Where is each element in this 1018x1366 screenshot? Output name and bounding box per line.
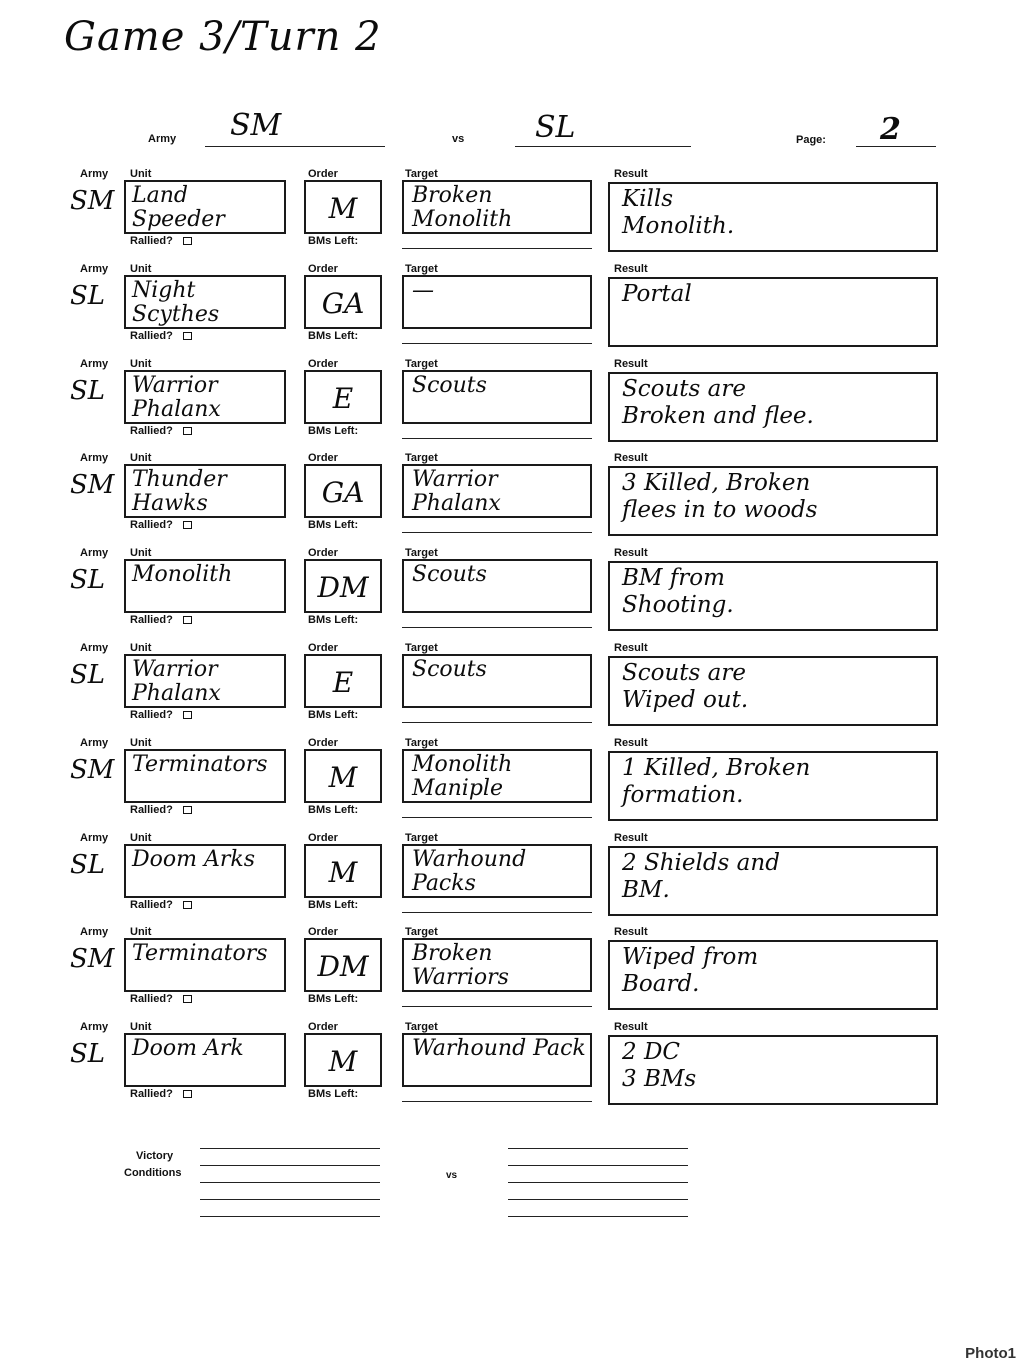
- target-label: Target: [405, 831, 438, 844]
- unit-box[interactable]: [124, 464, 286, 518]
- order-value: M: [328, 1045, 358, 1079]
- army-value[interactable]: SM: [70, 470, 115, 501]
- army-value[interactable]: SM: [70, 186, 115, 216]
- target-underline: [402, 722, 592, 723]
- result-line: Broken and flee.: [622, 402, 814, 429]
- victory-line-left-2[interactable]: [200, 1165, 380, 1166]
- result-line: Scouts are: [622, 660, 746, 686]
- army-label: Army: [80, 262, 109, 275]
- target-underline: [402, 343, 592, 344]
- unit-box[interactable]: [124, 938, 286, 992]
- target-label: Target: [405, 642, 438, 654]
- result-label: Result: [614, 168, 648, 180]
- header-vs-value[interactable]: SL: [535, 110, 576, 145]
- rallied-text: Rallied?: [130, 898, 173, 911]
- order-label: Order: [308, 1021, 338, 1034]
- rallied-label: [130, 614, 192, 626]
- rallied-checkbox[interactable]: [183, 901, 192, 909]
- target-underline: [402, 532, 592, 533]
- result-line: formation.: [622, 781, 744, 808]
- unit-label: Unit: [130, 547, 152, 560]
- rallied-label: [130, 993, 192, 1005]
- result-box[interactable]: [608, 372, 938, 442]
- target-label: Target: [405, 1021, 438, 1034]
- header-army-underline: [205, 146, 385, 147]
- result-line: 2 DC: [622, 1039, 680, 1066]
- result-label: Result: [614, 357, 648, 370]
- result-box[interactable]: [608, 466, 938, 536]
- result-label: Result: [614, 736, 648, 749]
- target-label: Target: [405, 452, 438, 465]
- target-box[interactable]: [402, 275, 592, 329]
- order-label: Order: [308, 926, 338, 939]
- unit-value: Terminators: [132, 941, 268, 967]
- target-value: Scouts: [412, 372, 487, 398]
- target-box[interactable]: [402, 464, 592, 518]
- order-row: [0, 263, 1018, 358]
- rallied-checkbox[interactable]: [183, 806, 192, 814]
- result-line: BM from: [622, 565, 725, 592]
- order-box[interactable]: [304, 844, 382, 898]
- unit-value: Thunder Hawks: [132, 467, 227, 517]
- rallied-text: Rallied?: [130, 1088, 173, 1101]
- target-box[interactable]: [402, 559, 592, 613]
- order-row: [0, 642, 1018, 737]
- rallied-checkbox[interactable]: [183, 237, 192, 245]
- result-value: [622, 186, 932, 240]
- header-page-value[interactable]: 2: [880, 112, 901, 147]
- order-label: Order: [308, 262, 338, 275]
- order-value: M: [328, 192, 358, 225]
- target-value: Broken Monolith: [412, 183, 513, 232]
- target-box[interactable]: [402, 654, 592, 708]
- rallied-text: Rallied?: [130, 709, 173, 721]
- target-value: Scouts: [412, 657, 487, 682]
- rallied-checkbox[interactable]: [183, 1090, 192, 1098]
- result-value: [622, 376, 932, 430]
- result-value: [622, 565, 932, 619]
- order-label: Order: [308, 831, 338, 844]
- unit-label: Unit: [130, 452, 152, 465]
- rallied-text: Rallied?: [130, 424, 173, 437]
- army-label: Army: [80, 1021, 109, 1034]
- result-line: Wiped out.: [622, 687, 749, 713]
- unit-label: Unit: [130, 1021, 152, 1034]
- rallied-text: Rallied?: [130, 993, 173, 1006]
- target-label: Target: [405, 262, 438, 275]
- result-box[interactable]: [608, 182, 938, 252]
- victory-line-left-1[interactable]: [200, 1148, 380, 1149]
- header-army-value[interactable]: SM: [230, 108, 282, 143]
- header-vs-label: vs: [452, 133, 465, 145]
- unit-label: Unit: [130, 642, 152, 654]
- unit-box[interactable]: [124, 844, 286, 898]
- unit-box[interactable]: [124, 370, 286, 424]
- header-army-label: Army: [148, 133, 177, 145]
- result-label: Result: [614, 831, 648, 844]
- army-value[interactable]: SL: [70, 565, 106, 596]
- result-line: Portal: [622, 280, 692, 307]
- target-underline: [402, 1006, 592, 1007]
- target-box[interactable]: [402, 180, 592, 234]
- bms-left-label: BMs Left:: [308, 235, 359, 247]
- rallied-checkbox[interactable]: [183, 616, 192, 624]
- army-label: Army: [80, 452, 109, 465]
- order-value: M: [328, 760, 358, 794]
- target-value: Broken Warriors: [412, 941, 509, 991]
- result-box[interactable]: [608, 561, 938, 631]
- rallied-label: [130, 425, 192, 437]
- unit-label: Unit: [130, 831, 152, 844]
- army-value[interactable]: SL: [70, 660, 106, 690]
- result-value: [622, 1039, 932, 1093]
- page-title: Game 3/Turn 2: [64, 14, 382, 60]
- target-box[interactable]: [402, 1033, 592, 1087]
- result-value: [622, 281, 932, 308]
- order-label: Order: [308, 357, 338, 370]
- victory-line-right-1[interactable]: [508, 1148, 688, 1149]
- army-value[interactable]: SM: [70, 944, 115, 975]
- victory-vs-label: vs: [446, 1170, 458, 1181]
- victory-line-right-2[interactable]: [508, 1165, 688, 1166]
- target-box[interactable]: [402, 370, 592, 424]
- order-label: Order: [308, 736, 338, 749]
- order-label: Order: [308, 168, 338, 180]
- order-box[interactable]: [304, 654, 382, 708]
- unit-value: Monolith: [132, 562, 233, 588]
- rallied-label: [130, 804, 192, 816]
- unit-box[interactable]: [124, 559, 286, 613]
- result-label: Result: [614, 1021, 648, 1034]
- army-label: Army: [80, 926, 109, 939]
- target-value: Warrior Phalanx: [412, 467, 501, 517]
- result-value: [622, 470, 932, 524]
- order-value: GA: [321, 476, 365, 510]
- army-label: Army: [80, 642, 109, 654]
- order-row: [0, 452, 1018, 547]
- order-label: Order: [308, 642, 338, 654]
- result-line: 3 BMs: [622, 1066, 697, 1093]
- rallied-label: [130, 899, 192, 911]
- unit-box[interactable]: [124, 275, 286, 329]
- order-box[interactable]: [304, 275, 382, 329]
- order-label: Order: [308, 452, 338, 465]
- order-label: Order: [308, 547, 338, 560]
- unit-label: Unit: [130, 736, 152, 749]
- bms-left-label: BMs Left:: [308, 1088, 359, 1101]
- target-underline: [402, 817, 592, 818]
- result-label: Result: [614, 452, 648, 465]
- order-box[interactable]: [304, 749, 382, 803]
- rallied-text: Rallied?: [130, 329, 173, 342]
- target-label: Target: [405, 357, 438, 370]
- target-value: Warhound Packs: [412, 846, 527, 896]
- result-line: BM.: [622, 876, 670, 903]
- victory-line-right-4[interactable]: [508, 1199, 688, 1200]
- header-page-underline: [856, 146, 936, 147]
- army-value[interactable]: SM: [70, 754, 115, 785]
- order-row: [0, 926, 1018, 1021]
- order-row: [0, 168, 1018, 263]
- bms-left-label: BMs Left:: [308, 519, 359, 532]
- result-line: 3 Killed, Broken: [622, 470, 811, 497]
- target-value: Warhound Pack: [412, 1036, 586, 1062]
- result-box[interactable]: [608, 751, 938, 821]
- rallied-label: [130, 1088, 192, 1100]
- photo-credit: Photo1: [965, 1345, 1016, 1362]
- army-value[interactable]: SL: [70, 375, 106, 406]
- victory-line-right-3[interactable]: [508, 1182, 688, 1183]
- bms-left-label: BMs Left:: [308, 424, 359, 437]
- result-line: Scouts are: [622, 375, 746, 402]
- order-row: [0, 737, 1018, 832]
- target-underline: [402, 627, 592, 628]
- army-label: Army: [80, 357, 109, 370]
- army-label: Army: [80, 168, 109, 180]
- unit-box[interactable]: [124, 654, 286, 708]
- victory-line-left-3[interactable]: [200, 1182, 380, 1183]
- army-value[interactable]: SL: [70, 280, 106, 311]
- unit-value: Doom Ark: [132, 1036, 244, 1062]
- result-line: Kills: [622, 186, 674, 212]
- bms-left-label: BMs Left:: [308, 993, 359, 1006]
- rallied-checkbox[interactable]: [183, 995, 192, 1003]
- army-label: Army: [80, 831, 109, 844]
- order-row: [0, 358, 1018, 453]
- bms-left-label: BMs Left:: [308, 709, 359, 721]
- result-line: Board.: [622, 971, 700, 998]
- result-line: 1 Killed, Broken: [622, 754, 811, 781]
- order-row: [0, 1021, 1018, 1116]
- army-value[interactable]: SL: [70, 1039, 106, 1070]
- unit-label: Unit: [130, 168, 152, 180]
- unit-value: Night Scythes: [132, 277, 220, 327]
- unit-box[interactable]: [124, 180, 286, 234]
- unit-value: Land Speeder: [132, 183, 225, 232]
- result-value: [622, 944, 932, 998]
- army-value[interactable]: SL: [70, 849, 106, 880]
- target-underline: [402, 248, 592, 249]
- unit-label: Unit: [130, 262, 152, 275]
- unit-label: Unit: [130, 357, 152, 370]
- order-row: [0, 832, 1018, 927]
- target-box[interactable]: [402, 749, 592, 803]
- target-value: Monolith Maniple: [412, 751, 513, 801]
- rallied-checkbox[interactable]: [183, 332, 192, 340]
- rallied-checkbox[interactable]: [183, 711, 192, 719]
- unit-label: Unit: [130, 926, 152, 939]
- rallied-checkbox[interactable]: [183, 427, 192, 435]
- target-label: Target: [405, 736, 438, 749]
- rallied-checkbox[interactable]: [183, 521, 192, 529]
- result-line: 2 Shields and: [622, 849, 780, 876]
- order-value: DM: [317, 950, 369, 984]
- order-box[interactable]: [304, 1033, 382, 1087]
- rallied-label: [130, 519, 192, 531]
- order-value: E: [332, 381, 354, 415]
- order-value: GA: [321, 286, 365, 320]
- unit-value: Doom Arks: [132, 846, 256, 872]
- target-box[interactable]: [402, 844, 592, 898]
- order-value: DM: [317, 571, 369, 605]
- rallied-text: Rallied?: [130, 519, 173, 532]
- result-label: Result: [614, 547, 648, 560]
- rallied-label: [130, 709, 192, 721]
- bms-left-label: BMs Left:: [308, 614, 359, 627]
- rallied-label: [130, 235, 192, 247]
- bms-left-label: BMs Left:: [308, 898, 359, 911]
- result-label: Result: [614, 262, 648, 275]
- unit-box[interactable]: [124, 1033, 286, 1087]
- rallied-text: Rallied?: [130, 614, 173, 627]
- bms-left-label: BMs Left:: [308, 329, 359, 342]
- target-label: Target: [405, 926, 438, 939]
- result-line: flees in to woods: [622, 497, 818, 524]
- victory-line-left-4[interactable]: [200, 1199, 380, 1200]
- target-value: Scouts: [412, 562, 487, 588]
- army-label: Army: [80, 547, 109, 560]
- result-line: Wiped from: [622, 944, 759, 971]
- result-box[interactable]: [608, 846, 938, 916]
- target-underline: [402, 912, 592, 913]
- order-value: M: [328, 855, 358, 889]
- result-box[interactable]: [608, 940, 938, 1010]
- order-box[interactable]: [304, 559, 382, 613]
- bms-left-label: BMs Left:: [308, 803, 359, 816]
- header-page-label: Page:: [796, 134, 826, 146]
- rallied-label: [130, 330, 192, 342]
- victory-line-left-5[interactable]: [200, 1216, 380, 1217]
- order-box[interactable]: [304, 180, 382, 234]
- order-box[interactable]: [304, 938, 382, 992]
- unit-value: Warrior Phalanx: [132, 372, 221, 422]
- rallied-text: Rallied?: [130, 235, 173, 247]
- order-row: [0, 547, 1018, 642]
- victory-label-line2: Conditions: [124, 1167, 182, 1179]
- result-label: Result: [614, 926, 648, 939]
- order-box[interactable]: [304, 464, 382, 518]
- target-underline: [402, 1101, 592, 1102]
- target-box[interactable]: [402, 938, 592, 992]
- result-line: Monolith.: [622, 213, 735, 239]
- victory-line-right-5[interactable]: [508, 1216, 688, 1217]
- result-value: [622, 755, 932, 809]
- header-vs-underline: [515, 146, 691, 147]
- target-label: Target: [405, 168, 438, 180]
- result-box[interactable]: [608, 656, 938, 726]
- order-box[interactable]: [304, 370, 382, 424]
- target-value: —: [412, 277, 434, 303]
- result-label: Result: [614, 642, 648, 654]
- target-label: Target: [405, 547, 438, 560]
- result-box[interactable]: [608, 277, 938, 347]
- unit-value: Terminators: [132, 751, 268, 777]
- order-value: E: [332, 666, 354, 699]
- result-line: Shooting.: [622, 592, 734, 619]
- result-box[interactable]: [608, 1035, 938, 1105]
- unit-box[interactable]: [124, 749, 286, 803]
- target-underline: [402, 438, 592, 439]
- result-value: [622, 850, 932, 904]
- result-value: [622, 660, 932, 714]
- victory-label-line1: Victory: [136, 1150, 174, 1162]
- army-label: Army: [80, 736, 109, 749]
- rallied-text: Rallied?: [130, 803, 173, 816]
- unit-value: Warrior Phalanx: [132, 657, 221, 706]
